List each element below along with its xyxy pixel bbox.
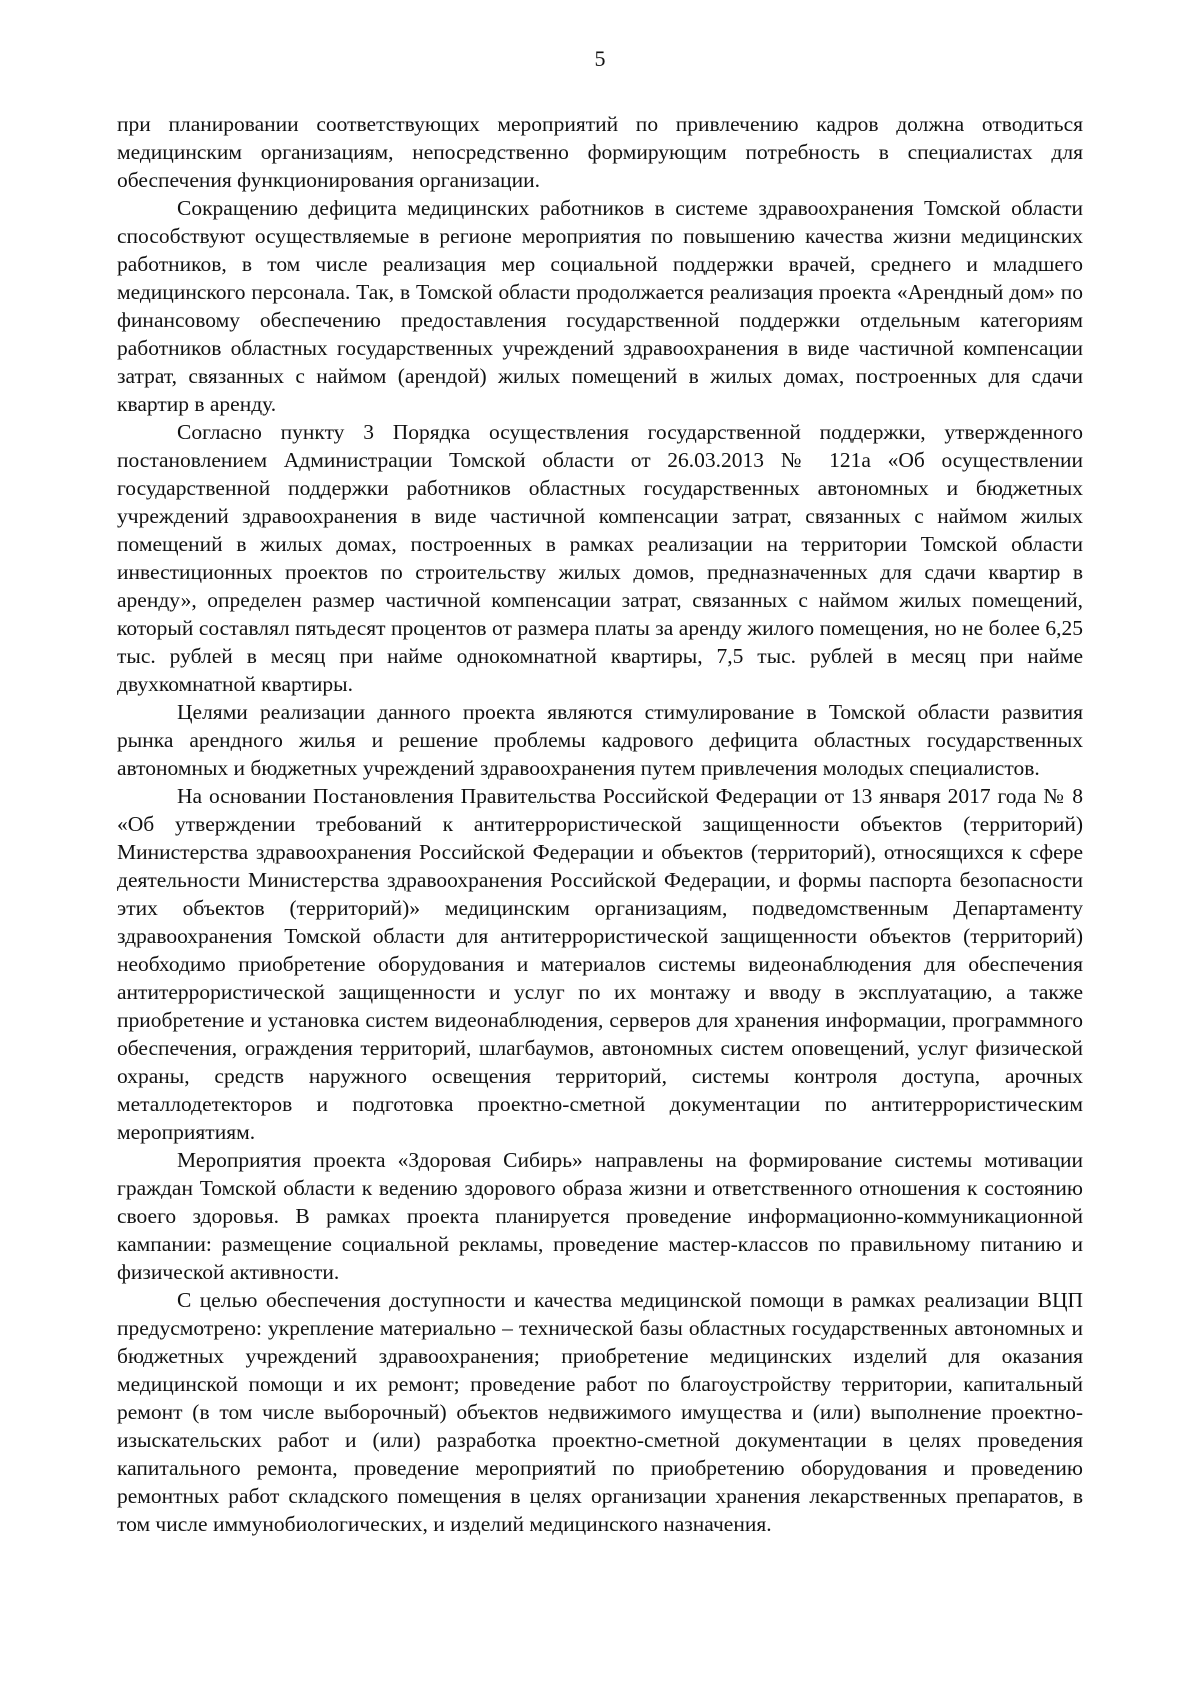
paragraph: На основании Постановления Правительства Российской Федерации от 13 января 2017 года № 8 «Об утверждении требований к антитеррористической защищенности объектов (территорий) Министерства здравоохранения Российской Федерации и объектов (территорий), относящихся к сфере деятельности Министерства здравоохранения Российской Федерации, и формы паспорта безопасности этих объектов (территорий)» медицинским организациям, подведомственным Департаменту здравоохранения Томской области для антитеррористической защищенности объектов (территорий) необходимо приобретение оборудования и материалов системы видеонаблюдения для обеспечения антитеррористической защищенности и услуг по их монтажу и вводу в эксплуатацию, а также приобретение и установка систем видеонаблюдения, серверов для хранения информации, программного обеспечения, ограждения территорий, шлагбаумов, автономных систем оповещений, услуг физической охраны, средств наружного освещения территорий, системы контроля доступа, арочных металлодетекторов и подготовка проектно-сметной документации по антитеррористическим мероприятиям. [117,784,1083,1144]
document-body [117,110,1083,1538]
paragraph: Сокращению дефицита медицинских работников в системе здравоохранения Томской области способствуют осуществляемые в регионе мероприятия по повышению качества жизни медицинских работников, в том числе реализация мер социальной поддержки врачей, среднего и младшего медицинского персонала. Так, в Томской области продолжается реализация проекта «Арендный дом» по финансовому обеспечению предоставления государственной поддержки отдельным категориям работников областных государственных учреждений здравоохранения в виде частичной компенсации затрат, связанных с наймом (арендой) жилых помещений в жилых домах, построенных для сдачи квартир в аренду. [117,196,1083,416]
paragraph: Мероприятия проекта «Здоровая Сибирь» направлены на формирование системы мотивации граждан Томской области к ведению здорового образа жизни и ответственного отношения к состоянию своего здоровья. В рамках проекта планируется проведение информационно-коммуникационной кампании: размещение социальной рекламы, проведение мастер-классов по правильному питанию и физической активности. [117,1148,1083,1284]
paragraph: при планировании соответствующих мероприятий по привлечению кадров должна отводиться медицинским организациям, непосредственно формирующим потребность в специалистах для обеспечения функционирования организации. [117,112,1083,192]
paragraph: Целями реализации данного проекта являются стимулирование в Томской области развития рынка арендного жилья и решение проблемы кадрового дефицита областных государственных автономных и бюджетных учреждений здравоохранения путем привлечения молодых специалистов. [117,700,1083,780]
paragraph: Согласно пункту 3 Порядка осуществления государственной поддержки, утвержденного постановлением Администрации Томской области от 26.03.2013 № 121а «Об осуществлении государственной поддержки работников областных государственных автономных и бюджетных учреждений здравоохранения в виде частичной компенсации затрат, связанных с наймом жилых помещений в жилых домах, построенных в рамках реализации на территории Томской области инвестиционных проектов по строительству жилых домов, предназначенных для сдачи квартир в аренду», определен размер частичной компенсации затрат, связанных с наймом жилых помещений, который составлял пятьдесят процентов от размера платы за аренду жилого помещения, но не более 6,25 тыс. рублей в месяц при найме однокомнатной квартиры, 7,5 тыс. рублей в месяц при найме двухкомнатной квартиры. [117,420,1083,696]
paragraph: С целью обеспечения доступности и качества медицинской помощи в рамках реализации ВЦП предусмотрено: укрепление материально – технической базы областных государственных автономных и бюджетных учреждений здравоохранения; приобретение медицинских изделий для оказания медицинской помощи и их ремонт; проведение работ по благоустройству территории, капитальный ремонт (в том числе выборочный) объектов недвижимого имущества и (или) выполнение проектно-изыскательских работ и (или) разработка проектно-сметной документации в целях проведения капитального ремонта, проведение мероприятий по приобретению оборудования и проведению ремонтных работ складского помещения в целях организации хранения лекарственных препаратов, в том числе иммунобиологических, и изделий медицинского назначения. [117,1288,1083,1536]
page-number: 5 [594,46,606,71]
